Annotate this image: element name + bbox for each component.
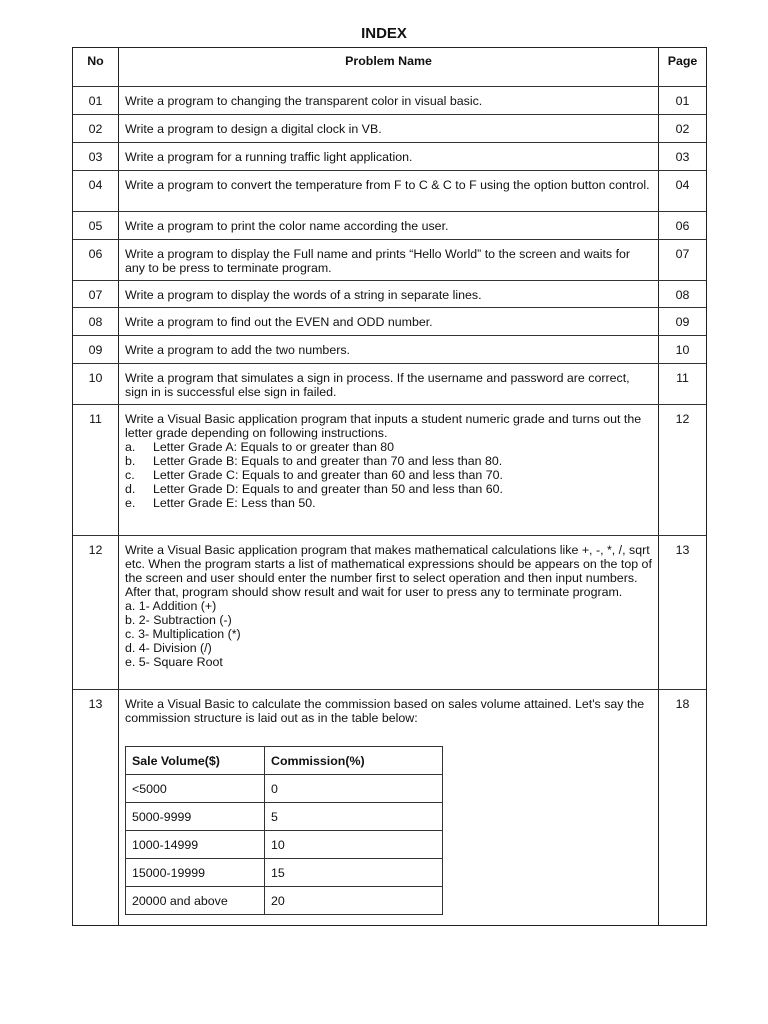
page-number: 06 xyxy=(675,219,690,233)
list-item: c. 3- Multiplication (*) xyxy=(125,627,241,641)
table-header xyxy=(73,48,706,86)
table-row xyxy=(73,689,706,925)
problem-name xyxy=(119,536,659,689)
list-item xyxy=(125,440,652,454)
problem-text: Write a program to convert the temperature from F to C & C to F using the option button control. xyxy=(125,178,650,192)
row-number: 09 xyxy=(73,336,119,363)
table-row xyxy=(73,404,706,535)
table-row xyxy=(73,363,706,404)
problem-name xyxy=(119,87,659,114)
list-item xyxy=(125,482,652,496)
row-number: 07 xyxy=(73,281,119,307)
problem-text: Write a Visual Basic to calculate the commission based on sales volume attained. Let's say the commission structure is laid out as in the table below: xyxy=(125,697,645,725)
problem-text: Write a Visual Basic application program that makes mathematical calculations like +, -, *, /, sqrt etc. When the program starts a list of mathematical expressions should be appears on the top of the screen and user should enter the number first to select operation and then input numbers. After that, program should show result and wait for user to press any to terminate program. xyxy=(125,543,652,599)
list-text: Letter Grade A: Equals to or greater than 80 xyxy=(153,440,395,454)
commission-cell: 20 xyxy=(265,887,443,915)
page-number: 09 xyxy=(675,315,690,329)
page-number: 07 xyxy=(675,247,690,261)
problem-text: Write a program to display the Full name and prints “Hello World” to the screen and waits for any to be press to terminate program. xyxy=(125,247,631,275)
commission-row xyxy=(126,803,443,831)
row-number: 06 xyxy=(73,240,119,280)
commission-row xyxy=(126,887,443,915)
table-row xyxy=(73,170,706,211)
page-number: 13 xyxy=(675,543,690,557)
commission-cell: 15 xyxy=(265,859,443,887)
problem-text: Write a program to add the two numbers. xyxy=(125,343,350,357)
page-number: 01 xyxy=(675,94,690,108)
row-number: 05 xyxy=(73,212,119,239)
commission-row xyxy=(126,775,443,803)
commission-table xyxy=(125,746,443,915)
table-row xyxy=(73,535,706,689)
row-number: 03 xyxy=(73,143,119,170)
commission-cell: 5000-9999 xyxy=(126,803,265,831)
list-item xyxy=(125,468,652,482)
page-number: 08 xyxy=(675,288,690,302)
page-number: 02 xyxy=(675,122,690,136)
problem-name xyxy=(119,405,659,535)
problem-name xyxy=(119,143,659,170)
list-item: b. 2- Subtraction (-) xyxy=(125,613,232,627)
list-text: Letter Grade B: Equals to and greater than 70 and less than 80. xyxy=(153,454,503,468)
list-item xyxy=(125,454,652,468)
list-marker: e. xyxy=(125,496,136,510)
list-marker: b. xyxy=(125,454,136,468)
problem-text: Write a Visual Basic application program that inputs a student numeric grade and turns out the letter grade depending on following instructions. xyxy=(125,412,642,440)
list-item: e. 5- Square Root xyxy=(125,655,223,669)
index-table xyxy=(72,47,707,926)
list-text: Letter Grade E: Less than 50. xyxy=(153,496,316,510)
table-row xyxy=(73,86,706,114)
problem-name xyxy=(119,240,659,280)
commission-row xyxy=(126,859,443,887)
list-item: d. 4- Division (/) xyxy=(125,641,212,655)
page-number: 10 xyxy=(675,343,690,357)
row-number: 08 xyxy=(73,308,119,335)
commission-cell: 5 xyxy=(265,803,443,831)
commission-cell: 20000 and above xyxy=(126,887,265,915)
problem-name xyxy=(119,336,659,363)
header-no: No xyxy=(73,48,119,86)
row-number: 13 xyxy=(73,690,119,925)
problem-name xyxy=(119,115,659,142)
table-row xyxy=(73,142,706,170)
problem-text: Write a program to display the words of a string in separate lines. xyxy=(125,288,482,302)
header-page: Page xyxy=(667,54,698,68)
row-number: 10 xyxy=(73,364,119,404)
problem-text: Write a program to design a digital clock in VB. xyxy=(125,122,382,136)
table-row xyxy=(73,280,706,307)
table-row xyxy=(73,114,706,142)
commission-cell: 10 xyxy=(265,831,443,859)
list-item xyxy=(125,496,652,510)
problem-name xyxy=(119,308,659,335)
table-row xyxy=(73,307,706,335)
problem-name xyxy=(119,212,659,239)
page-number: 03 xyxy=(675,150,690,164)
commission-row xyxy=(126,831,443,859)
page-number: 18 xyxy=(675,697,690,711)
problem-text: Write a program for a running traffic light application. xyxy=(125,150,413,164)
problem-name xyxy=(119,690,659,925)
row-number: 11 xyxy=(73,405,119,535)
commission-cell: 1000-14999 xyxy=(126,831,265,859)
list-text: Letter Grade D: Equals to and greater than 50 and less than 60. xyxy=(153,482,503,496)
commission-cell: 0 xyxy=(265,775,443,803)
problem-text: Write a program to print the color name according the user. xyxy=(125,219,449,233)
page-number: 11 xyxy=(676,371,689,385)
list-text: Letter Grade C: Equals to and greater than 60 and less than 70. xyxy=(153,468,503,482)
problem-text: Write a program that simulates a sign in process. If the username and password are correct, sign in is successful else sign in failed. xyxy=(125,371,630,399)
list-marker: a. xyxy=(125,440,136,454)
row-number: 01 xyxy=(73,87,119,114)
list-marker: d. xyxy=(125,482,136,496)
page-number: 04 xyxy=(675,178,690,192)
problem-name xyxy=(119,171,659,211)
problem-text: Write a program to changing the transparent color in visual basic. xyxy=(125,94,483,108)
table-row xyxy=(73,335,706,363)
row-number: 12 xyxy=(73,536,119,689)
problem-name xyxy=(119,364,659,404)
commission-cell: <5000 xyxy=(126,775,265,803)
problem-name xyxy=(119,281,659,307)
header-problem-name: Problem Name xyxy=(119,48,659,86)
table-row xyxy=(73,211,706,239)
commission-header: Sale Volume($) xyxy=(126,747,265,775)
page-number: 12 xyxy=(675,412,690,426)
commission-header: Commission(%) xyxy=(265,747,443,775)
list-marker: c. xyxy=(125,468,135,482)
commission-cell: 15000-19999 xyxy=(126,859,265,887)
problem-text: Write a program to find out the EVEN and ODD number. xyxy=(125,315,433,329)
row-number: 02 xyxy=(73,115,119,142)
row-number: 04 xyxy=(73,171,119,211)
page-title: INDEX xyxy=(361,25,407,42)
list-item: a. 1- Addition (+) xyxy=(125,599,217,613)
table-row xyxy=(73,239,706,280)
